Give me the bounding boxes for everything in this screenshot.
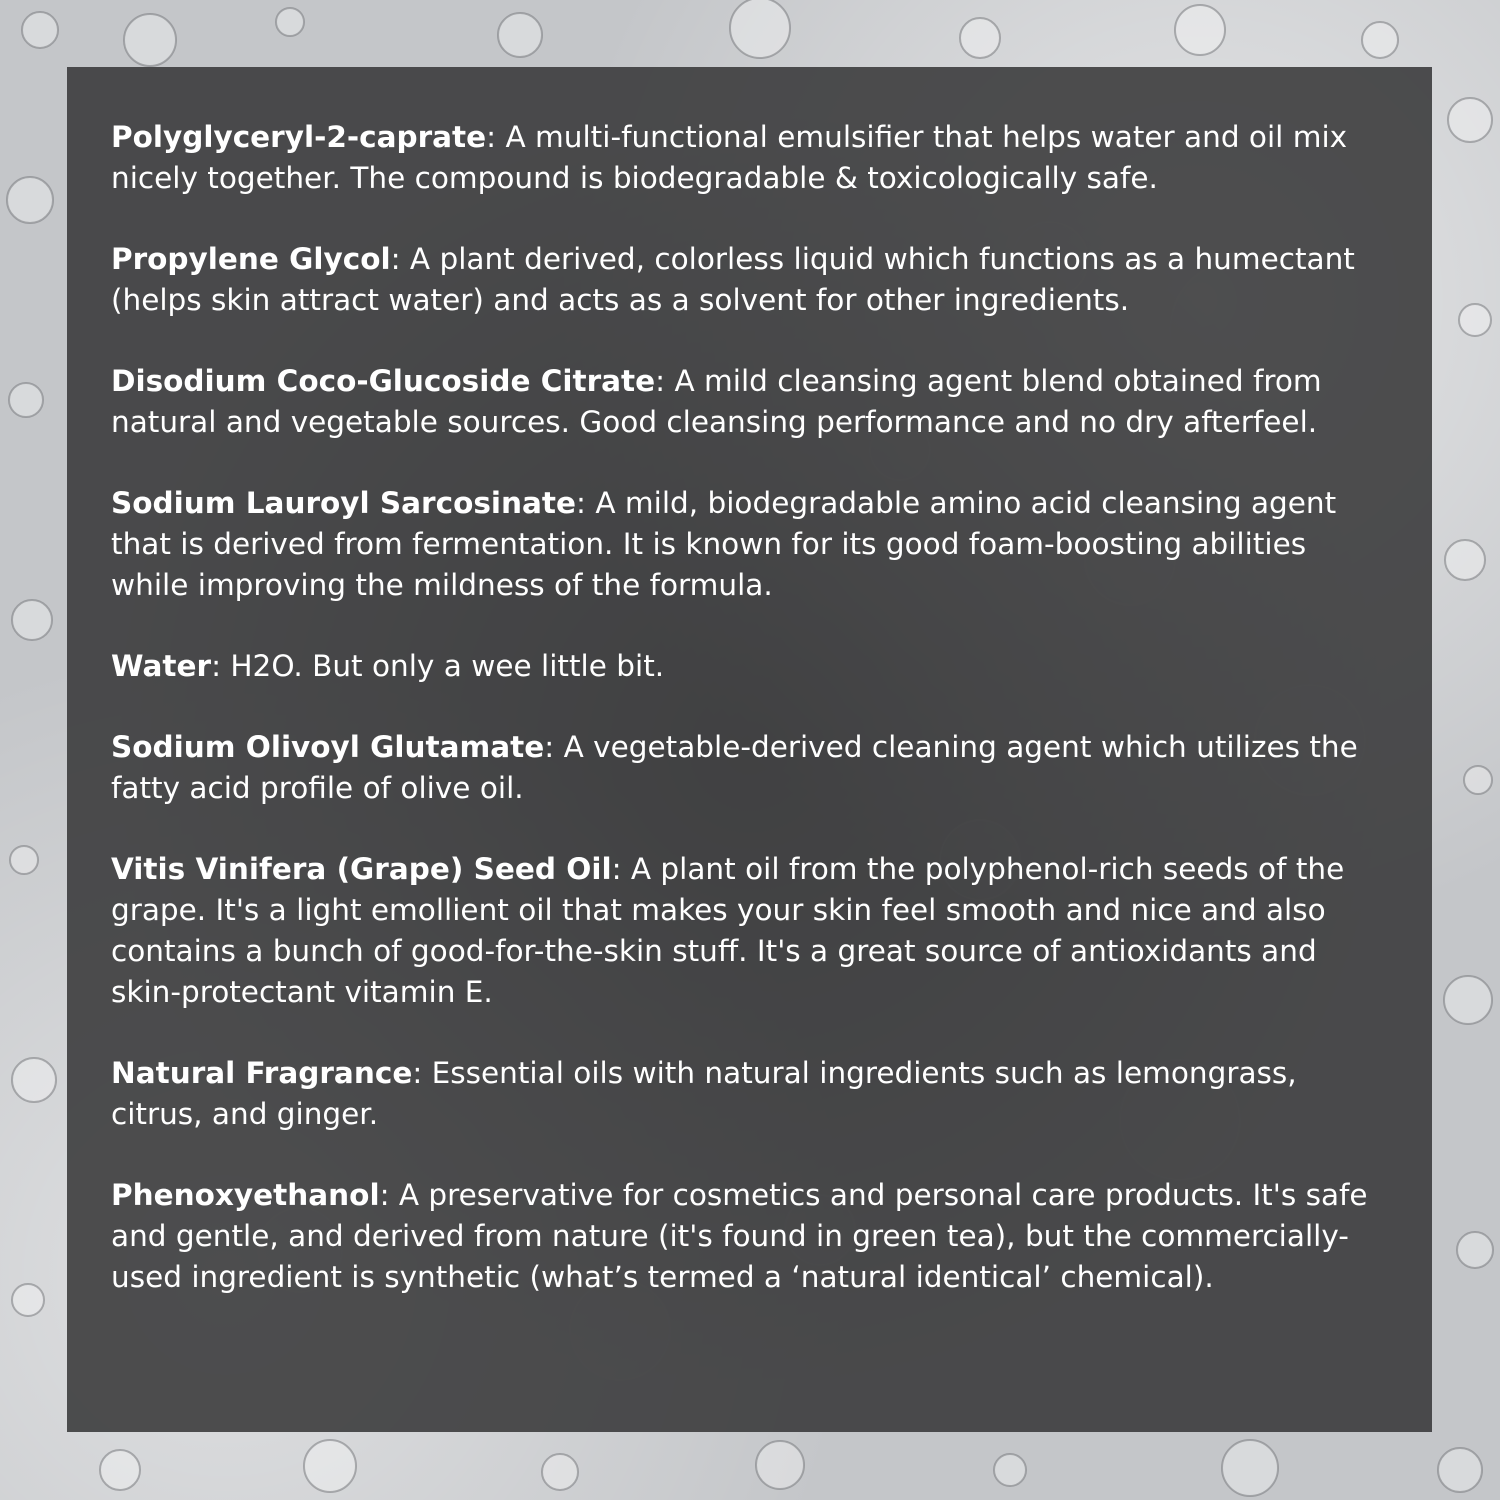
ingredient-entry bbox=[111, 849, 1392, 1013]
ingredient-entry bbox=[111, 239, 1392, 321]
ingredient-name: Sodium Olivoyl Glutamate bbox=[111, 730, 545, 764]
ingredient-name: Disodium Coco-Glucoside Citrate bbox=[111, 364, 656, 398]
ingredient-description: : A plant derived, colorless liquid which functions as a humectant (helps skin attract water) and acts as a solvent for other ingredients. bbox=[111, 242, 1355, 317]
ingredient-name: Polyglyceryl-2-caprate bbox=[111, 120, 487, 154]
ingredient-name: Vitis Vinifera (Grape) Seed Oil bbox=[111, 852, 612, 886]
ingredient-description: : A mild, biodegradable amino acid cleansing agent that is derived from fermentation. It is known for its good foam-boosting abilities while improving the mildness of the formula. bbox=[111, 486, 1337, 602]
ingredient-name: Natural Fragrance bbox=[111, 1056, 413, 1090]
ingredient-name: Sodium Lauroyl Sarcosinate bbox=[111, 486, 577, 520]
ingredient-description: : A vegetable-derived cleaning agent which utilizes the fatty acid profile of olive oil. bbox=[111, 730, 1358, 805]
ingredient-description: : A multi-functional emulsifier that helps water and oil mix nicely together. The compound is biodegradable & toxicologically safe. bbox=[111, 120, 1348, 195]
ingredient-name: Propylene Glycol bbox=[111, 242, 391, 276]
ingredient-entry bbox=[111, 361, 1392, 443]
ingredient-description: : A mild cleansing agent blend obtained from natural and vegetable sources. Good cleansing performance and no dry afterfeel. bbox=[111, 364, 1322, 439]
ingredient-description: : A plant oil from the polyphenol-rich seeds of the grape. It's a light emollient oil that makes your skin feel smooth and nice and also contains a bunch of good-for-the-skin stuff. It's a great source of antioxidants and skin-protectant vitamin E. bbox=[111, 852, 1345, 1009]
ingredient-name: Water bbox=[111, 649, 212, 683]
ingredient-entry bbox=[111, 1175, 1392, 1298]
ingredients-panel bbox=[67, 67, 1432, 1432]
ingredient-entry bbox=[111, 646, 1392, 687]
ingredient-description: : A preservative for cosmetics and personal care products. It's safe and gentle, and derived from nature (it's found in green tea), but the commercially-used ingredient is synthetic (what’s termed a ‘natural identical’ chemical). bbox=[111, 1178, 1368, 1294]
ingredient-entry bbox=[111, 1053, 1392, 1135]
ingredient-description: : Essential oils with natural ingredients such as lemongrass, citrus, and ginger. bbox=[111, 1056, 1297, 1131]
ingredient-entry bbox=[111, 117, 1392, 199]
ingredient-entry bbox=[111, 483, 1392, 606]
ingredient-description: : H2O. But only a wee little bit. bbox=[211, 649, 665, 683]
ingredient-name: Phenoxyethanol bbox=[111, 1178, 380, 1212]
ingredient-entry bbox=[111, 727, 1392, 809]
